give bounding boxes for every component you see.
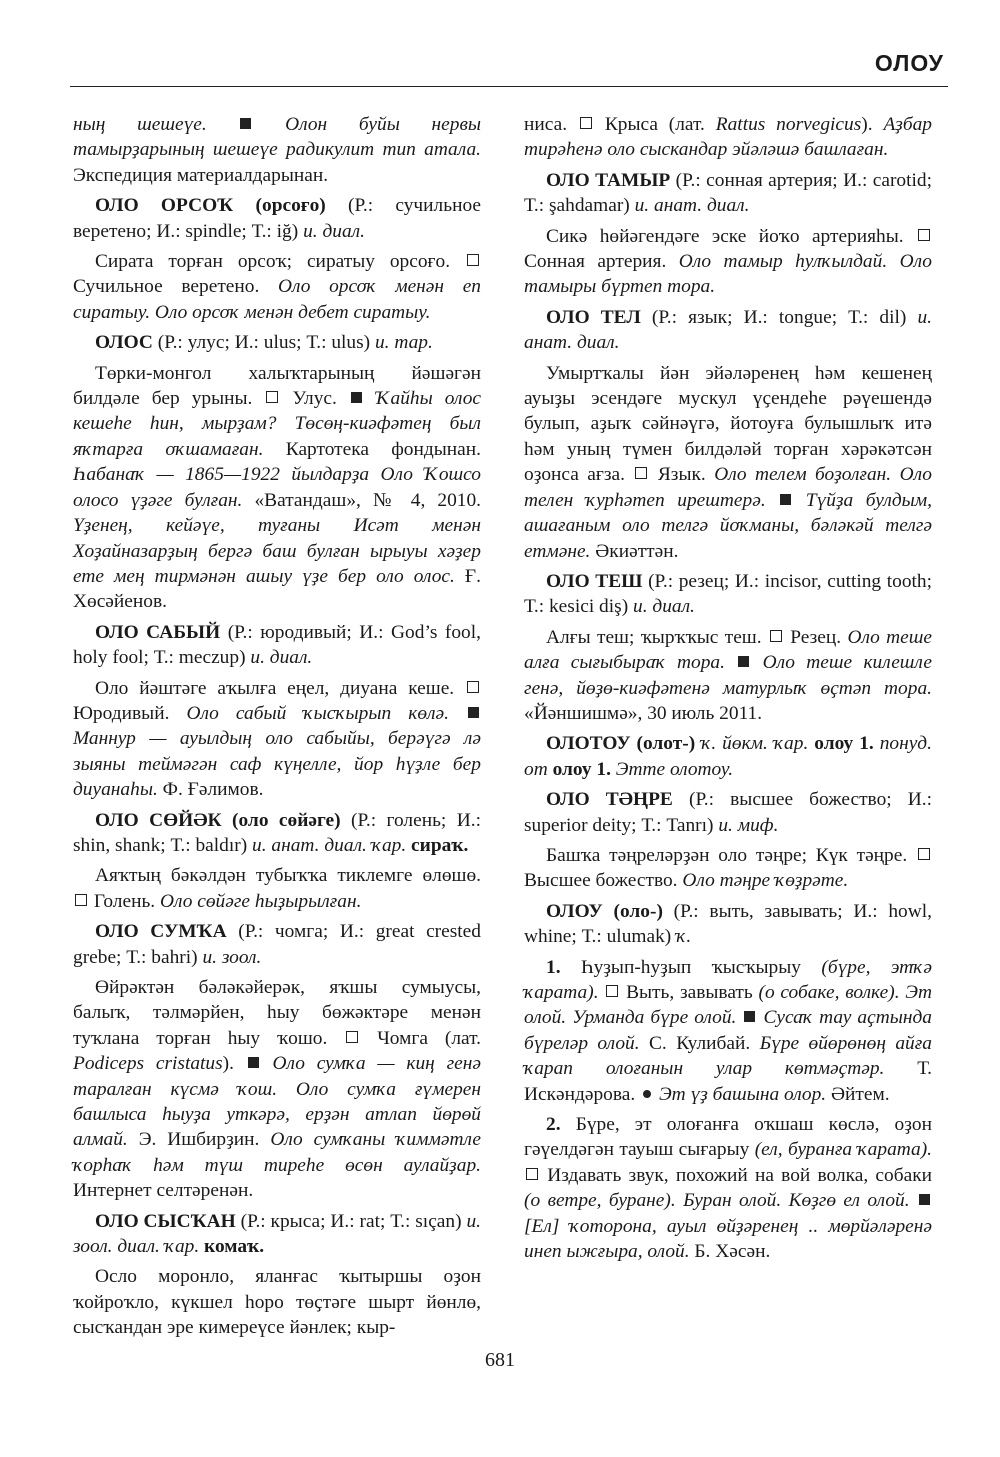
entry-olo-sysqan: ОЛО СЫСҠАН (Р.: крыса; И.: rat; Т.: sıçan) и. зоол. диал. ҡар. комаҡ. — [73, 1210, 481, 1258]
entry-olo-tesh: ОЛО ТЕШ (Р.: резец; И.: incisor, cutting tooth; Т.: kesici diş) и. диал. — [524, 570, 932, 618]
entry-olo-tamyr: ОЛО ТАМЫР (Р.: сонная артерия; И.: carotid; Т.: şahdamar) и. анат. диал. — [524, 169, 932, 217]
definition: Осло моронло, яланғас ҡытыршы оҙон ҡойроҡло, күкшел һоро төҫтәге шырт йөнлө, сысҡандан эре кимереүсе йәнлек; кыр- — [73, 1266, 481, 1339]
square-marker-icon — [770, 630, 782, 642]
entry-olo-tangre: ОЛО ТӘҢРЕ (Р.: высшее божество; И.: superior deity; Т.: Tanrı) и. миф. — [524, 789, 932, 836]
black-square-icon — [780, 494, 791, 505]
definition: Алғы теш; ҡырҡҡыс теш. Резец. Оло теше алға сығыбыраҡ тора. Оло теше килешле генә, йөҙө-киәфәтенә матурлыҡ өҫтәп тора. «Йәншишмә», 30 июль 2011. — [524, 626, 932, 724]
definition: Өйрәктән бәләкәйерәк, яҡшы сумыусы, балыҡ, тәлмәрйен, һыу бөжәктәре менән туҡлана торған һыу ҡошо. Чомга (лат. Podiceps cristatus). Оло сумҡа — киң генә таралған күсмә ҡош. Оло сумҡа ғүмерен башлыса һыуҙа уткәрә, ерҙән атлап йөрөй алмай. Э. Ишбирҙин. Оло сумҡаны ҡиммәтле ҡорһаҡ һәм түш тиреһе өсөн аулайҙар. Интернет селтәренән. — [73, 977, 481, 1202]
entry-olo-tel: ОЛО ТЕЛ (Р.: язык; И.: tongue; Т.: dil) и. анат. диал. — [524, 306, 932, 354]
right-column — [524, 112, 932, 1269]
square-marker-icon — [75, 894, 87, 906]
entry-olo-soyak: ОЛО СӨЙӘК (оло сөйәге) (Р.: голень; И.: shin, shank; Т.: baldır) и. анат. диал. ҡар. сираҡ. — [73, 809, 481, 856]
square-marker-icon — [526, 1168, 538, 1180]
black-square-icon — [919, 1194, 930, 1205]
entry-olos: ОЛОС (Р.: улус; И.: ulus; Т.: ulus) и. тар. — [95, 332, 433, 354]
header-rule — [70, 86, 948, 87]
square-marker-icon — [606, 985, 618, 997]
bullet-icon — [643, 1090, 651, 1098]
definition: Төрки-монгол халыҡтарының йәшәгән билдәле бер урыны. Улус. Ҡайһы олос кешеһе һин, мырҙам? Төсөң-киәфәтең был яҡтарға оҡшамаған. Картотека фондынан. Һабанаҡ — 1865—1922 йылдарҙа Оло Ҡошсо олосо үҙәге булған. «Ватандаш», № 4, 2010. Үҙенең, кейәүе, туғаны Исәт менән Хоҙайназарҙың бергә баш булған ырыуы хәҙер ете мең тирмәнән ашыу үҙе бер оло олос. Ғ. Хөсәйенов. — [73, 362, 482, 613]
entry-continuation: ның шешеүе. Олон буйы нервы тамырҙарының шешеүе радикулит тип атала. Экспедиция материалдарынан. — [73, 114, 482, 186]
square-marker-icon — [346, 1031, 358, 1043]
black-square-icon — [744, 1011, 755, 1022]
black-square-icon — [738, 656, 749, 667]
definition: Сикә һөйәгендәге эске йоҡо артерияһы. Сонная артерия. Оло тамыр һулҡылдай. Оло тамыры бүртеп тора. — [524, 225, 932, 298]
entry-olo-orsoq: ОЛО ОРСОҠ (орсоғо) (Р.: сучильное веретено; И.: spindle; Т.: iğ) и. диал. — [73, 195, 481, 242]
entry-continuation: ниса. Крыса (лат. Rattus norvegicus). Аҙбар тирәһенә оло сыскандар эйәләшә башлаған. — [524, 114, 933, 161]
running-head: ОЛОУ — [874, 50, 944, 76]
entry-olo-sabyy: ОЛО САБЫЙ (Р.: юродивый; И.: God’s fool, holy fool; Т.: meczup) и. диал. — [73, 621, 481, 669]
entry-olou: ОЛОУ (оло-) (Р.: выть, завывать; И.: howl, whine; Т.: ulumak) ҡ. — [524, 900, 932, 948]
square-marker-icon — [635, 467, 647, 479]
square-marker-icon — [266, 391, 278, 403]
definition: Умыртҡалы йән эйәләренең һәм кешенең ауыҙы эсендәге мускул үҫендеһе рәүешендә булып, аҙыҡ сәйнәүгә, йотоуға булышлыҡ итә һәм уның түмен билдәләй торған хәрәкәтсән оҙонса ағза. Язык. Оло телем боҙолған. Оло телен ҡурһәтеп ирештерә. Түйҙа булдым, ашағаным оло телгә йоҡманы, бәләкәй телгә етмәне. Әкиәттән. — [524, 362, 932, 562]
black-square-icon — [248, 1057, 259, 1068]
entry-olo-sumqa: ОЛО СУМҠА (Р.: чомга; И.: great crested grebe; Т.: bahri) и. зоол. — [73, 921, 481, 968]
definition: Оло йәштәге аҡылға еңел, диуана кеше. Юродивый. Оло сабый ҡысҡырып көлә. Маннур — ауылдың оло сабыйы, берәүгә лә зыяны теймәгән саф күңелле, йор һүҙле бер диуанаһы. Ф. Ғәлимов. — [73, 677, 481, 801]
black-square-icon — [468, 707, 479, 718]
square-marker-icon — [918, 229, 930, 241]
definition: Сирата торған орсоҡ; сиратыу орсоғо. Сучильное веретено. Оло орсоҡ менән еп сиратыу. Оло орсоҡ менән дебет сиратыу. — [73, 251, 482, 323]
left-column — [73, 112, 481, 1346]
black-square-icon — [240, 118, 251, 129]
entry-olotou: ОЛОТОУ (олот-) ҡ. йөкм. ҡар. олоу 1. понуд. от олоу 1. Этте олотоу. — [524, 733, 932, 780]
page-number: 681 — [485, 1349, 515, 1371]
black-square-icon — [351, 392, 362, 403]
square-marker-icon — [467, 254, 479, 266]
square-marker-icon — [467, 681, 479, 693]
sense-2: 2. Бүре, эт олоғанға оҡшаш көслә, оҙон гәүелдәгән тауыш сығарыу (ел, буранға ҡарата). Издавать звук, похожий на вой волка, собаки (о ветре, буране). Буран олой. Көҙгө ел олой. [Ел] ҡоторона, ауыл өйҙәренең .. мөрйәләренә инеп ыжғыра, олой. Б. Хәсән. — [524, 1114, 933, 1263]
definition: Башҡа тәңреләрҙән оло тәңре; Күк тәңре. Высшее божество. Оло тәңре ҡөҙрәте. — [524, 843, 932, 894]
sense-1: 1. Һуҙып-һуҙып ҡысҡырыу (бүре, этҡә ҡарата). Выть, завывать (о собаке, волке). Эт олой. Урманда бүре олой. Сусаҡ тау аҫтында бүреләр олой. С. Кулибай. Бүре өйөрөнөң айға ҡарап олоғанын улар көтмәҫтәр. Т. Искәндәрова. Эт үҙ башына олор. Әйтем. — [524, 956, 933, 1105]
square-marker-icon — [918, 848, 930, 860]
definition: Аяҡтың бәкәлдән тубыҡҡа тиклемге өлөшө. Голень. Оло сөйәге һыҙырылған. — [73, 863, 481, 914]
square-marker-icon — [580, 117, 592, 129]
